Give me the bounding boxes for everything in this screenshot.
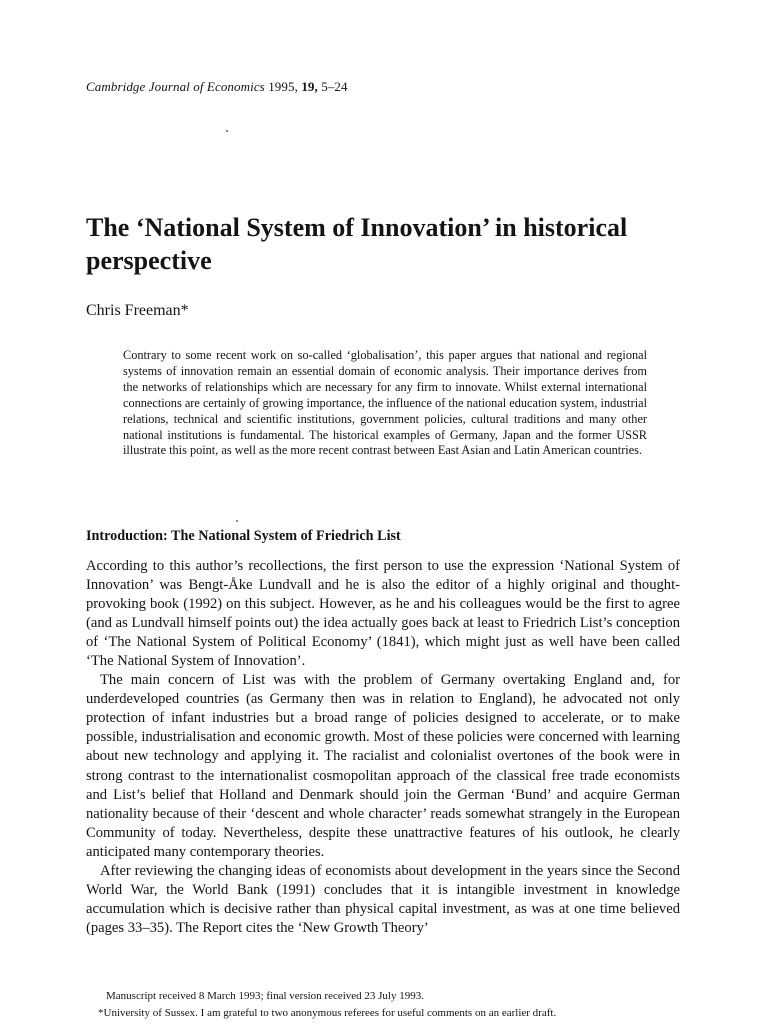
body-paragraph: The main concern of List was with the problem of Germany overtaking England and, for underdeveloped countries (as Germany then was in relation to England), he advocated not only protection of infant industries but a broad range of policies designed to accelerate, or to make possible, industrialisation and economic growth. Most of these policies were concerned with learning about new technology and applying it. The racialist and colonialist overtones of the book were in strong contrast to the internationalist cosmopolitan approach of the classical free trade economists and List’s belief that Holland and Denmark should join the German ‘Bund’ and acquire German nationality because of their ‘descent and whole character’ reads somewhat strangely in the European Community of today. Nevertheless, despite these unattractive features of his outlook, he clearly anticipated many contemporary theories. bbox=[86, 672, 680, 860]
scan-speck bbox=[236, 520, 238, 522]
body-paragraph: After reviewing the changing ideas of economists about development in the years since the Second World War, the World Bank (1991) concludes that it is intangible investment in knowledge accumulation which is decisive rather than physical capital investment, as was at one time believed (pages 33–35). The Report cites the ‘New Growth Theory’ bbox=[86, 862, 680, 936]
author-affiliation-note: *University of Sussex. I am grateful to two anonymous referees for useful comments on an earlier draft. bbox=[98, 1007, 557, 1019]
journal-volume: 19, bbox=[301, 79, 318, 94]
abstract: Contrary to some recent work on so-called ‘globalisation’, this paper argues that national and regional systems of innovation remain an essential domain of economic analysis. Their importance derives from the networks of relationships which are necessary for any firm to innovate. Whilst external international connections are certainly of growing importance, the influence of the national education system, industrial relations, technical and scientific institutions, government policies, cultural traditions and many other national institutions is fundamental. The historical examples of Germany, Japan and the former USSR illustrate this point, as well as the more recent contrast between East Asian and Latin American countries. bbox=[123, 348, 647, 458]
journal-name: Cambridge Journal of Economics bbox=[86, 79, 265, 94]
manuscript-note: Manuscript received 8 March 1993; final version received 23 July 1993. bbox=[106, 990, 424, 1002]
body-paragraph: According to this author’s recollections, the first person to use the expression ‘National System of Innovation’ was Bengt-Åke Lundvall and he is also the editor of a highly original and thought-provoking book (1992) on this subject. However, as he and his colleagues would be the first to agree (and as Lundvall himself points out) the idea actually goes back at least to Friedrich List’s conception of ‘The National System of Political Economy’ (1841), which might just as well have been called ‘The National System of Innovation’. bbox=[86, 558, 680, 670]
journal-citation bbox=[86, 79, 348, 95]
journal-pages: 5–24 bbox=[321, 79, 348, 94]
article-author: Chris Freeman* bbox=[86, 302, 189, 319]
journal-year: 1995, bbox=[268, 79, 298, 94]
scan-speck bbox=[226, 130, 228, 132]
body-text bbox=[86, 557, 680, 938]
section-heading: Introduction: The National System of Friedrich List bbox=[86, 528, 401, 544]
article-title: The ‘National System of Innovation’ in historical perspective bbox=[86, 213, 628, 275]
